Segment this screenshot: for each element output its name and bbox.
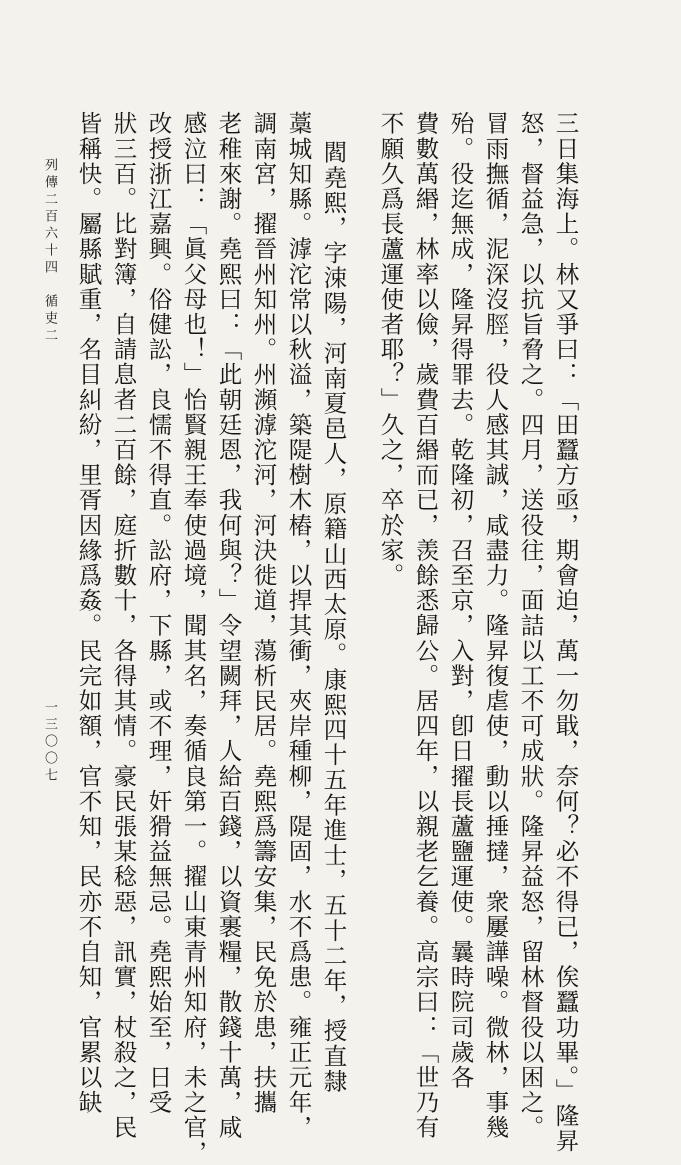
text-column-3: 冒雨撫循，泥深沒脛，役人感其誠，咸盡力。隆昇復虐使，動以捶撻，衆屢譁噪。微林，事幾 — [481, 111, 510, 1141]
text-column-13: 狀三百。比對簿，自請息者二百餘，庭折數十，各得其情。豪民張某稔惡，訊實，杖殺之，民 — [109, 111, 138, 1141]
text-column-11: 感泣曰：「眞父母也！」怡賢親王奉使過境，聞其名，奏循良第一。擢山東青州知府，未之官， — [179, 111, 208, 1165]
running-header: 列傳二百六十四 循吏二 — [42, 158, 57, 345]
text-column-14: 皆稱快。屬縣賦重，名目糾紛，里胥因緣爲姦。民完如額，官不知，民亦不自知，官累以缺 — [74, 111, 103, 1115]
text-column-6: 不願久爲長蘆運使者耶？」久之，卒於家。 — [376, 111, 405, 588]
text-column-1: 三日集海上。林又爭曰：「田蠶方亟，期會迫，萬一勿戢，奈何？必不得已，俟蠶功畢。」隆昇 — [551, 111, 580, 1154]
text-column-2: 怒，督益急，以抗旨脅之。四月，送役往，面詰以工不可成狀。隆昇益怒，留林督役以困之。 — [516, 111, 545, 1141]
page-number: 一三〇〇七 — [42, 700, 57, 785]
text-column-7: 閻堯熙，字涑陽，河南夏邑人，原籍山西太原。康熙四十五年進士，五十二年，授直隸 — [319, 140, 348, 1094]
text-column-12: 改授浙江嘉興。俗健訟，良懦不得直。訟府，下縣，或不理，奸猾益無忌。堯熙始至，日受 — [144, 111, 173, 1115]
text-column-10: 老稚來謝。堯熙曰：「此朝廷恩，我何與？」令望闕拜，人給百錢，以資裹糧，散錢十萬，咸 — [214, 111, 243, 1141]
text-column-8: 藁城知縣。滹沱常以秋溢，築隄樹木樁，以捍其衝，夾岸種柳，隄固，水不爲患。雍正元年， — [284, 111, 313, 1141]
text-column-5: 費數萬緡，林率以儉，歲費百緡而已，羡餘悉歸公。居四年，以親老乞養。高宗曰：「世乃有 — [411, 111, 440, 1141]
text-column-4: 殆。役迄無成，隆昇得罪去。乾隆初，召至京，入對，卽日擢長蘆鹽運使。曩時院司歲各 — [446, 111, 475, 1090]
text-column-9: 調南宮，擢晉州知州。州瀕滹沱河，河決徙道，蕩析民居。堯熙爲籌安集，民免於患，扶攜 — [249, 111, 278, 1115]
